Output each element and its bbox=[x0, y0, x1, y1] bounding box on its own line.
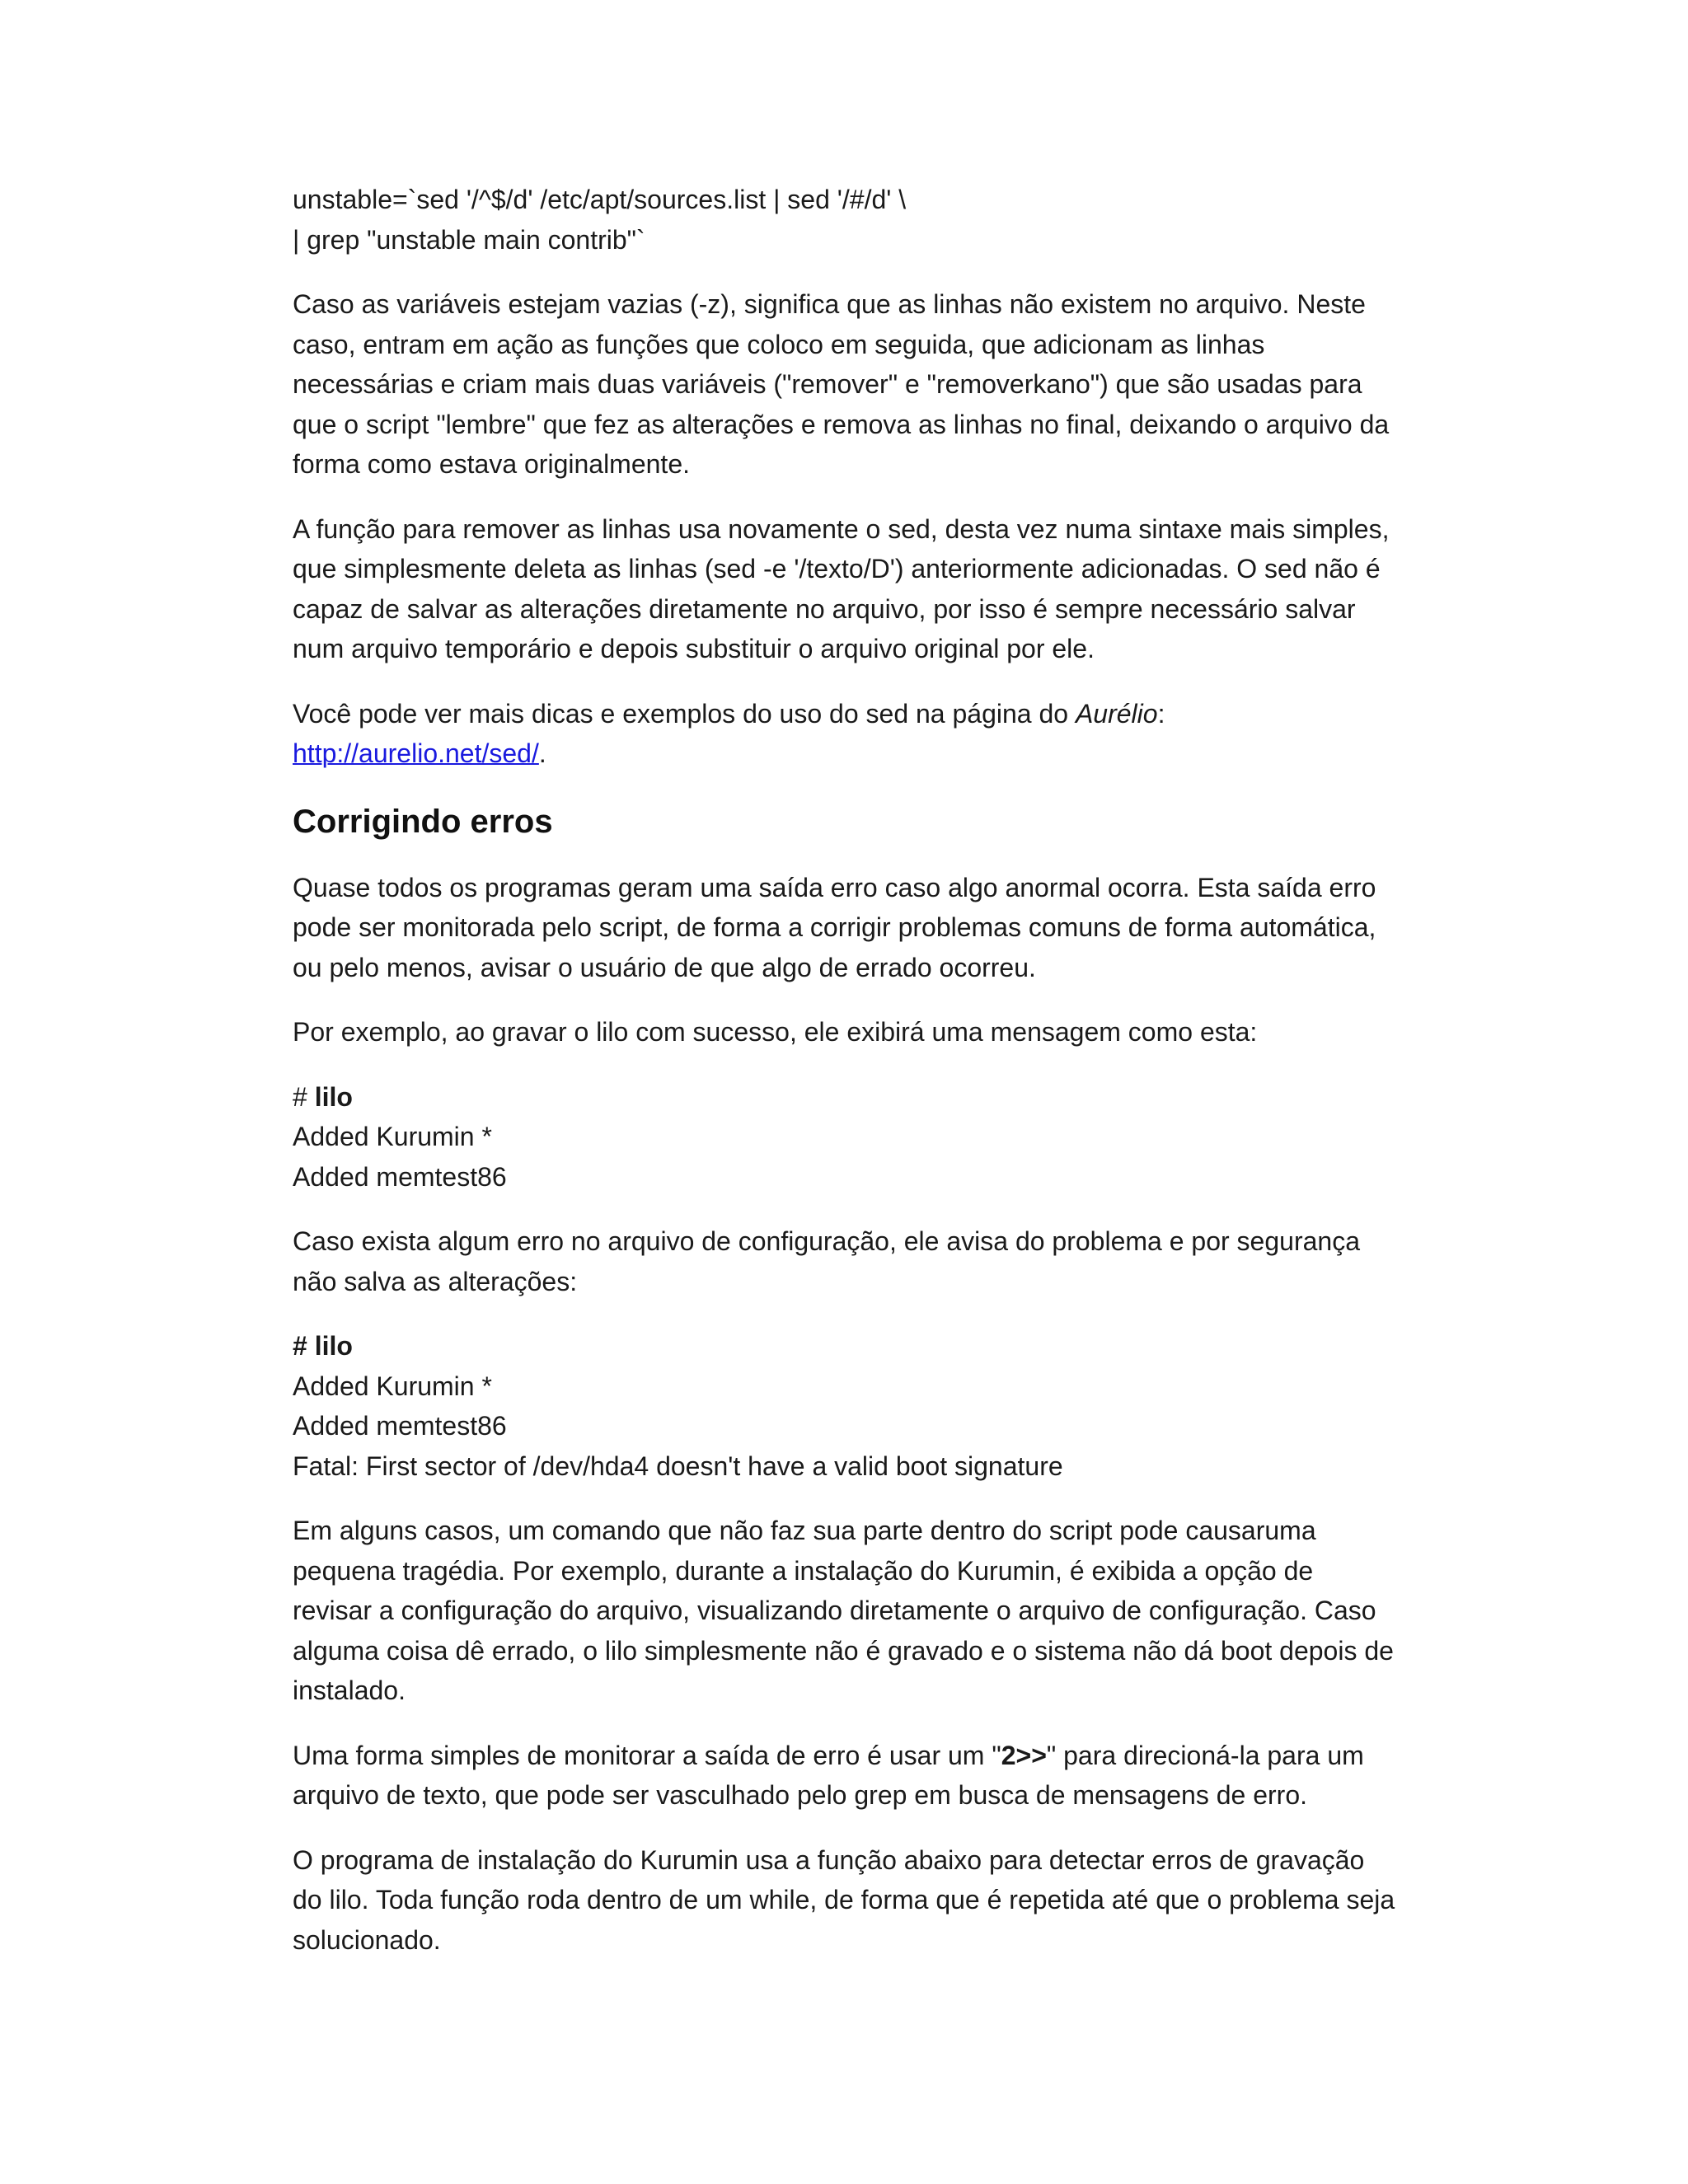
code-line: | grep "unstable main contrib"` bbox=[293, 224, 645, 255]
document-page bbox=[293, 180, 1397, 1985]
paragraph-text: Você pode ver mais dicas e exemplos do uso do sed na página do bbox=[293, 698, 1076, 729]
section-heading: Corrigindo erros bbox=[293, 803, 553, 840]
code-line: Added Kurumin * bbox=[293, 1122, 492, 1151]
command-text: lilo bbox=[314, 1081, 353, 1112]
code-line: Added memtest86 bbox=[293, 1411, 507, 1441]
paragraph-variables: Caso as variáveis estejam vazias (-z), significa que as linhas não existem no arquivo. Neste caso, entram em ação as funções que coloco em seguida, que adicionam as linhas necessárias e criam mais duas variáveis ("remover" e "removerkano") que são usadas para que o script "lembre" que fez as alterações e remova as linhas no final, deixando o arquivo da forma como estava originalmente. bbox=[293, 289, 1390, 479]
code-block-lilo-error bbox=[293, 1326, 1397, 1486]
paragraph-text: : bbox=[1157, 698, 1165, 729]
code-line-command bbox=[293, 1077, 1397, 1118]
paragraph-error-output: Quase todos os programas geram uma saída erro caso algo anormal ocorra. Esta saída erro pode ser monitorada pelo script, de forma a corrigir problemas comuns de forma automática, ou pelo menos, avisar o usuário de que algo de errado ocorreu. bbox=[293, 872, 1376, 982]
author-name: Aurélio bbox=[1075, 698, 1158, 729]
code-line: Added memtest86 bbox=[293, 1161, 507, 1192]
command-text: # lilo bbox=[293, 1331, 353, 1361]
paragraph-lilo-example: Por exemplo, ao gravar o lilo com sucesso, ele exibirá uma mensagem como esta: bbox=[293, 1017, 1258, 1047]
code-line: Added Kurumin * bbox=[293, 1371, 492, 1401]
paragraph-text: . bbox=[538, 738, 546, 768]
prompt-symbol: # bbox=[293, 1081, 315, 1112]
paragraph-install-function: O programa de instalação do Kurumin usa a função abaixo para detectar erros de gravação do lilo. Toda função roda dentro de um while, de forma que é repetida até que o problema seja solucionado. bbox=[293, 1844, 1395, 1955]
paragraph-text: Uma forma simples de monitorar a saída de erro é usar um " bbox=[293, 1740, 1001, 1770]
paragraph-tragedy: Em alguns casos, um comando que não faz sua parte dentro do script pode causaruma pequena tragédia. Por exemplo, durante a instalação do Kurumin, é exibida a opção de revisar a configuração do arquivo, visualizando diretamente o arquivo de configuração. Caso alguma coisa dê errado, o lilo simplesmente não é gravado e o sistema não dá boot depois de instalado. bbox=[293, 1516, 1394, 1705]
code-block-unstable bbox=[293, 180, 1397, 260]
aurelio-sed-link[interactable]: http://aurelio.net/sed/ bbox=[293, 738, 539, 768]
code-block-lilo-success bbox=[293, 1077, 1397, 1197]
paragraph-redirect bbox=[293, 1736, 1397, 1816]
code-line: unstable=`sed '/^$/d' /etc/apt/sources.list | sed '/#/d' \ bbox=[293, 185, 907, 214]
paragraph-remove-function: A função para remover as linhas usa novamente o sed, desta vez numa sintaxe mais simples, que simplesmente deleta as linhas (sed -e '/texto/D') anteriormente adicionadas. O sed não é capaz de salvar as alterações diretamente no arquivo, por isso é sempre necessário salvar num arquivo temporário e depois substituir o arquivo original por ele. bbox=[293, 513, 1390, 663]
paragraph-config-error: Caso exista algum erro no arquivo de configuração, ele avisa do problema e por segurança não salva as alterações: bbox=[293, 1226, 1360, 1296]
paragraph-text: " para direcioná-la para um arquivo de texto, que pode ser vasculhado pelo grep em busca de mensagens de erro. bbox=[293, 1740, 1364, 1810]
paragraph-sed-tips bbox=[293, 694, 1397, 774]
code-line: Fatal: First sector of /dev/hda4 doesn't have a valid boot signature bbox=[293, 1451, 1063, 1481]
redirect-operator: 2>> bbox=[1001, 1740, 1047, 1770]
